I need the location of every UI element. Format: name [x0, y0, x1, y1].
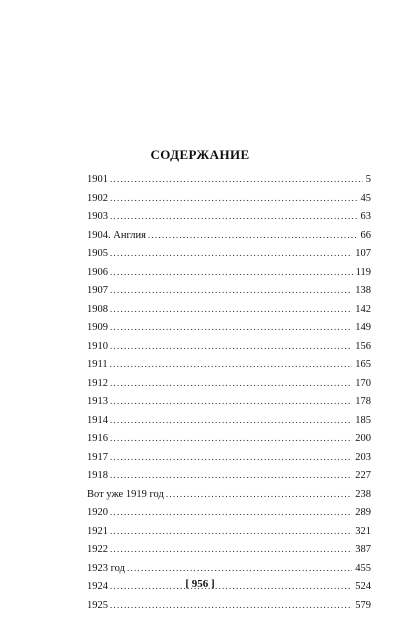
toc-dot-leader [110, 452, 352, 462]
toc-entry [87, 526, 371, 545]
toc-entry [87, 211, 371, 230]
toc-entry-page: 119 [355, 266, 371, 278]
toc-entry-page: 142 [355, 303, 371, 315]
toc-entry-title: 1910 [87, 340, 108, 352]
toc-entry-title: 1906 [87, 266, 108, 278]
toc-entry [87, 304, 371, 323]
toc-entry [87, 248, 371, 267]
toc-entry [87, 544, 371, 563]
toc-entry-page: 5 [365, 174, 371, 185]
toc-entry [87, 285, 371, 304]
toc-dot-leader [110, 378, 352, 388]
toc-entry-page: 165 [355, 359, 371, 370]
toc-entry-title: 1918 [87, 470, 108, 481]
toc-entry-page: 138 [355, 285, 371, 296]
toc-entry-page: 227 [355, 470, 371, 481]
toc-dot-leader [110, 396, 352, 406]
toc-entry-title: 1922 [87, 544, 108, 555]
toc-entry-title: 1913 [87, 396, 108, 407]
toc-dot-leader [110, 211, 358, 221]
toc-entry-page: 63 [360, 211, 371, 222]
toc-entry-title: 1903 [87, 211, 108, 222]
toc-entry [87, 415, 371, 434]
toc-entry-page: 238 [355, 488, 371, 500]
contents-heading: СОДЕРЖАНИЕ [150, 147, 250, 162]
toc-dot-leader [110, 359, 353, 369]
toc-entry-title: 1911 [87, 359, 108, 370]
toc-entry-page: 289 [355, 507, 371, 518]
toc-dot-leader [110, 341, 352, 351]
toc-dot-leader [110, 174, 363, 184]
toc-dot-leader [110, 470, 352, 480]
toc-entry [87, 433, 371, 452]
toc-dot-leader [127, 563, 352, 573]
toc-dot-leader [110, 285, 352, 295]
toc-entry-page: 149 [355, 322, 371, 333]
toc-entry-title: 1901 [87, 174, 108, 185]
toc-dot-leader [110, 507, 352, 517]
page-number: [ 956 ] [185, 578, 215, 590]
toc-entry-title: 1904. Англия [87, 229, 146, 241]
toc-entry-page: 524 [355, 581, 371, 592]
toc-entry-page: 185 [355, 414, 371, 426]
toc-entry-title: 1907 [87, 285, 108, 296]
toc-entry-page: 45 [360, 192, 371, 204]
toc-dot-leader [110, 600, 352, 610]
toc-entry [87, 378, 371, 397]
toc-entry-title: 1923 год [87, 562, 125, 574]
toc-entry-page: 107 [355, 248, 371, 259]
toc-entry-title: 1921 [87, 525, 108, 537]
toc-entry-title: 1924 [87, 581, 108, 592]
toc-dot-leader [110, 544, 352, 554]
toc-entry-page: 178 [355, 396, 371, 407]
toc-entry-title: 1902 [87, 192, 108, 204]
toc-entry-title: 1905 [87, 248, 108, 259]
toc-entry-title: 1917 [87, 451, 108, 463]
toc-dot-leader [110, 415, 352, 425]
toc-entry [87, 341, 371, 360]
toc-entry-page: 579 [355, 599, 371, 611]
toc-entry [87, 489, 371, 508]
toc-entry [87, 452, 371, 471]
toc-dot-leader [148, 230, 358, 240]
toc-entry-title: 1914 [87, 414, 108, 426]
toc-dot-leader [110, 322, 352, 332]
toc-dot-leader [110, 248, 352, 258]
toc-entry [87, 359, 371, 378]
toc-dot-leader [110, 526, 352, 536]
toc-entry-page: 170 [355, 377, 371, 389]
toc-entry-page: 203 [355, 451, 371, 463]
toc-entry [87, 193, 371, 212]
toc-entry [87, 600, 371, 619]
toc-entry-title: 1912 [87, 377, 108, 389]
toc-dot-leader [110, 433, 352, 443]
toc-entry-title: 1908 [87, 303, 108, 315]
toc-entry-page: 455 [355, 562, 371, 574]
toc-entry [87, 507, 371, 526]
toc-entry [87, 396, 371, 415]
toc-entry-title: 1925 [87, 599, 108, 611]
toc-entry-page: 387 [355, 544, 371, 555]
toc-dot-leader [110, 267, 353, 277]
toc-entry [87, 230, 371, 249]
toc-entry [87, 322, 371, 341]
toc-entry-title: 1909 [87, 322, 108, 333]
toc-entry-title: 1920 [87, 507, 108, 518]
toc-entry-page: 66 [360, 229, 371, 241]
table-of-contents [87, 174, 371, 618]
toc-dot-leader [110, 193, 358, 203]
toc-entry-page: 156 [355, 340, 371, 352]
toc-entry-page: 321 [355, 525, 371, 537]
toc-entry [87, 470, 371, 489]
toc-entry-title: Вот уже 1919 год [87, 488, 164, 500]
toc-entry-page: 200 [355, 433, 371, 444]
toc-entry [87, 267, 371, 286]
toc-entry-title: 1916 [87, 433, 108, 444]
toc-dot-leader [110, 304, 352, 314]
toc-entry [87, 174, 371, 193]
toc-dot-leader [166, 489, 352, 499]
